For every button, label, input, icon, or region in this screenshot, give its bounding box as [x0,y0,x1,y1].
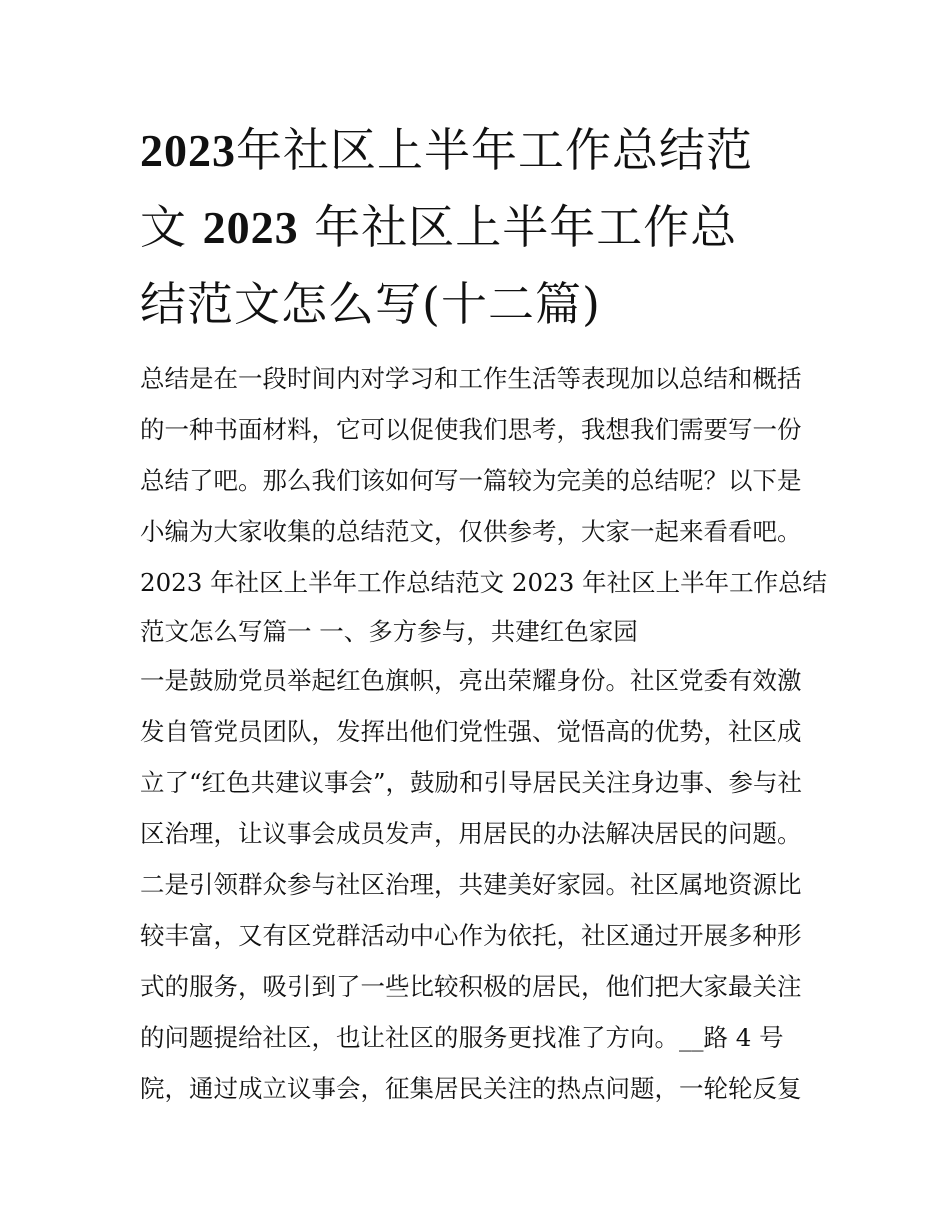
body-line: 总结了吧。那么我们该如何写一篇较为完美的总结呢？以下是 [140,466,802,495]
body-line: 小编为大家收集的总结范文，仅供参考，大家一起来看看吧。 [140,517,802,546]
title-line: 文 2023 年社区上半年工作总 [140,200,738,254]
title-line: 结范文怎么写(十二篇) [140,277,601,331]
body-line: 的一种书面材料，它可以促使我们思考，我想我们需要写一份 [140,415,802,444]
body-line: 范文怎么写篇一 一、多方参与，共建红色家园 [140,617,638,646]
body-line: 一是鼓励党员举起红色旗帜，亮出荣耀身份。社区党委有效激 [140,666,802,695]
document-body [140,353,828,1114]
body-line: 立了“红色共建议事会”，鼓励和引导居民关注身边事、参与社 [140,768,803,797]
body-line: 总结是在一段时间内对学习和工作生活等表现加以总结和概括 [140,364,802,393]
document-page [140,112,828,1114]
body-line: 二是引领群众参与社区治理，共建美好家园。社区属地资源比 [140,870,802,899]
body-line: 区治理，让议事会成员发声，用居民的办法解决居民的问题。 [140,819,802,848]
body-line: 发自管党员团队，发挥出他们党性强、觉悟高的优势，社区成 [140,717,802,746]
document-title [140,112,812,343]
body-line: 的问题提给社区，也让社区的服务更找准了方向。__路 4 号 [140,1023,784,1052]
body-line: 院，通过成立议事会，征集居民关注的热点问题，一轮轮反复 [140,1074,802,1103]
body-line: 2023 年社区上半年工作总结范文 2023 年社区上半年工作总结 [140,568,828,597]
title-line: 2023年社区上半年工作总结范 [140,123,753,177]
body-line: 较丰富，又有区党群活动中心作为依托，社区通过开展多种形 [140,921,802,950]
body-line: 式的服务，吸引到了一些比较积极的居民，他们把大家最关注 [140,972,802,1001]
